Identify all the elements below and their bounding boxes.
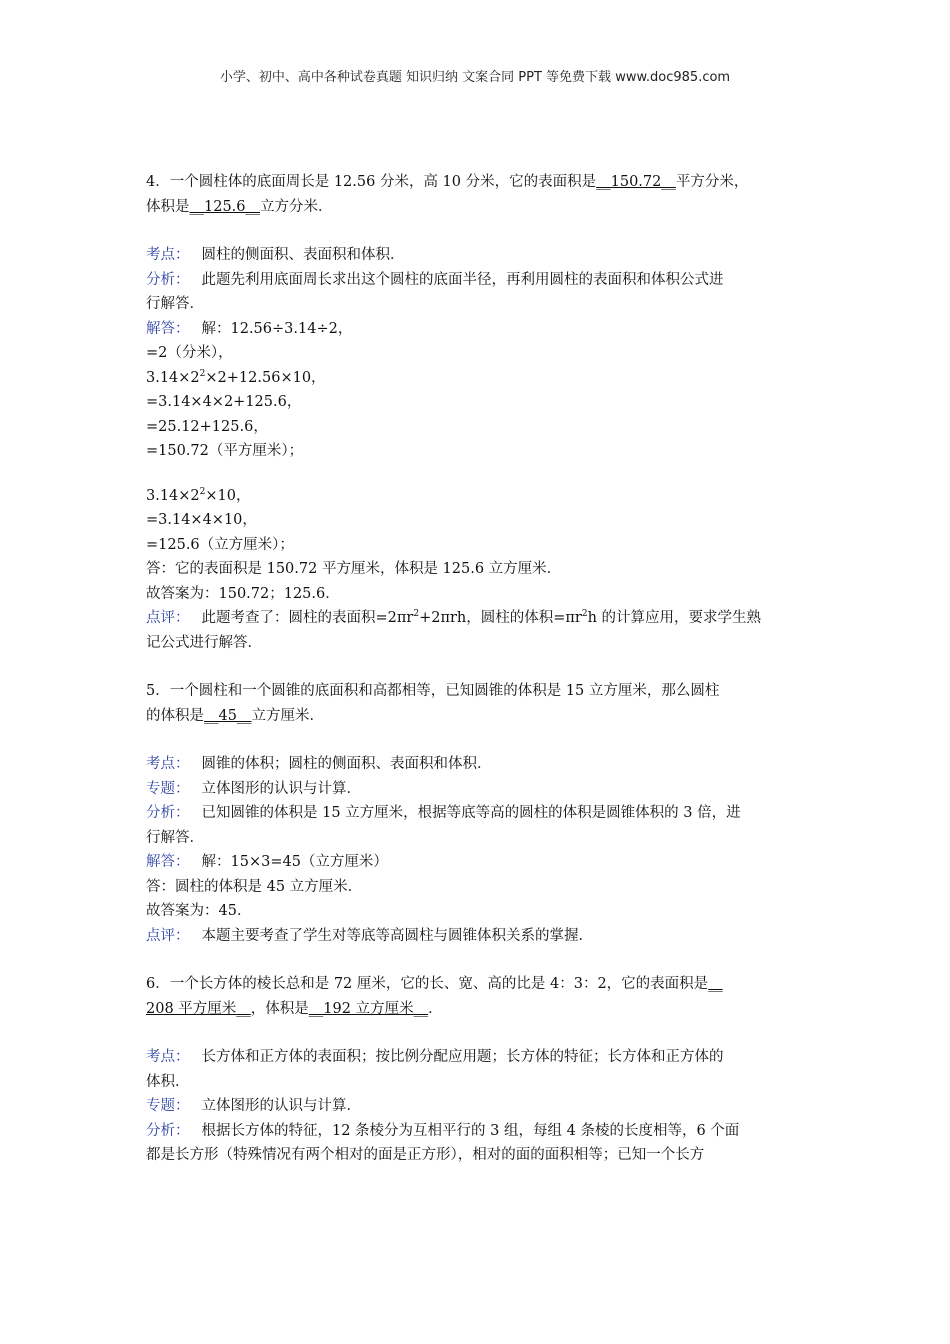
q6-answer-volume: __192 立方厘米__	[308, 1000, 429, 1017]
q5-zhuanti: 专题： 立体图形的认识与计算．	[146, 780, 361, 797]
q4-stem-line2: 体积是__125.6__立方分米．	[146, 198, 333, 215]
q5-stem-line1: 5．一个圆柱和一个圆锥的底面积和高都相等，已知圆锥的体积是 15 立方厘米，那么圆柱	[146, 683, 720, 699]
page-header: 小学、初中、高中各种试卷真题 知识归纳 文案合同 PPT 等免费下载 www.doc985.com	[219, 70, 731, 85]
q6-fenxi: 分析： 根据长方体的特征，12 条棱分为互相平行的 3 组，每组 4 条棱的长度相等，6 个面	[146, 1122, 740, 1139]
q6-stem-line1: 6．一个长方体的棱长总和是 72 厘米，它的长、宽、高的比是 4：3：2，它的表面积是__	[146, 976, 723, 992]
q4-step2: $3.14\times 2^2\times 2+12.56\times 10$，	[146, 368, 326, 386]
q5-dianping: 点评： 本题主要考查了学生对等底等高圆柱与圆锥体积关系的掌握．	[146, 927, 593, 944]
q6-answer-area: 208 平方厘米__	[146, 1000, 251, 1017]
q6-kaodian: 考点： 长方体和正方体的表面积；按比例分配应用题；长方体的特征；长方体和正方体的	[146, 1049, 724, 1065]
document-body: 4．一个圆柱体的底面周长是 12.56 分米，高 10 分米，它的表面积是__150.72__平方分米， 体积是__125.6__立方分米． 考点： 圆柱的侧面积、表面积和体积． 分析： 此题先利用底面周长求出这个圆柱的底面半径，再利用圆柱的表面积和体积公式进 行解答． 解答： 解：12.56÷3.14÷2， =2（分米）， $3.14\times 2^2\times 2+12.56\times 10$， =3.14×4×2+125.6， =25.12+125.6， =150.72（平方厘米）； $3.14\times 2^2\times 10$， =3.14×4×10， =125.6（立方厘米）； 答：它的表面积是 150.72 平方厘米，体积是 125.6 立方厘米． 故答案为：150.72；125.6． 点评： 此题考查了：圆柱的表面积$=2\pi r^2+2\pi rh$，圆柱的体积$=\pi r^2h$ 的计算应用，要求学生熟 记公式进行解答． 5．一个圆柱和一个圆锥的底面积和高都相等，已知圆锥的体积是 15 立方厘米，那么圆柱 的体积是__45__立方厘米． 考点： 圆锥的体积；圆柱的侧面积、表面积和体积． 专题： 立体图形的认识与计算． 分析： 已知圆锥的体积是 15 立方厘米，根据等底等高的圆柱的体积是圆锥体积的 3 倍，进 行解答． 解答： 解：15×3=45（立方厘米） 答：圆柱的体积是 45 立方厘米． 故答案为：45． 点评： 本题主要考查了学生对等底等高圆柱与圆锥体积关系的掌握． 6．一个长方体的棱长总和是 72 厘米，它的长、宽、高的比是 4：3：2，它的表面积是__ 208 平方厘米__，体积是__192 立方厘米__． 考点： 长方体和正方体的表面积；按比例分配应用题；长方体的特征；长方体和正方体的 体积． 专题： 立体图形的认识与计算． 分析： 根据长方体的特征，12 条棱分为互相平行的 3 组，每组 4 条棱的长度相等，6 个面 都是长方形（特殊情况有两个相对的面是正方形），相对的面的面积相等；已知一个长方	[146, 170, 811, 1168]
q5-kaodian: 考点： 圆锥的体积；圆柱的侧面积、表面积和体积．	[146, 756, 492, 772]
q5-answer: __45__	[204, 707, 252, 724]
q4-answer-volume: __125.6__	[189, 198, 261, 215]
q5-stem-line2: 的体积是__45__立方厘米．	[146, 707, 324, 724]
q4-kaodian: 考点： 圆柱的侧面积、表面积和体积．	[146, 247, 405, 263]
q4-dianping: 点评： 此题考查了：圆柱的表面积$=2\pi r^2+2\pi rh$，圆柱的体积$=\pi r^2h$ 的计算应用，要求学生熟	[146, 609, 762, 626]
q5-jieda: 解答： 解：15×3=45（立方厘米）	[146, 854, 388, 870]
q6-stem-line2: 208 平方厘米__，体积是__192 立方厘米__．	[146, 1000, 443, 1017]
q4-answer-area: __150.72__	[596, 174, 676, 190]
q4-fenxi: 分析： 此题先利用底面周长求出这个圆柱的底面半径，再利用圆柱的表面积和体积公式进	[146, 271, 724, 288]
q5-fenxi: 分析： 已知圆锥的体积是 15 立方厘米，根据等底等高的圆柱的体积是圆锥体积的 3 倍，进	[146, 805, 741, 821]
q4-stem-line1: 4．一个圆柱体的底面周长是 12.56 分米，高 10 分米，它的表面积是__150.72__平方分米，	[146, 174, 749, 190]
q6-zhuanti: 专题： 立体图形的认识与计算．	[146, 1098, 361, 1114]
q4-jieda: 解答： 解：12.56÷3.14÷2，	[146, 320, 353, 337]
q4-step6: $3.14\times 2^2\times 10$，	[146, 486, 251, 504]
